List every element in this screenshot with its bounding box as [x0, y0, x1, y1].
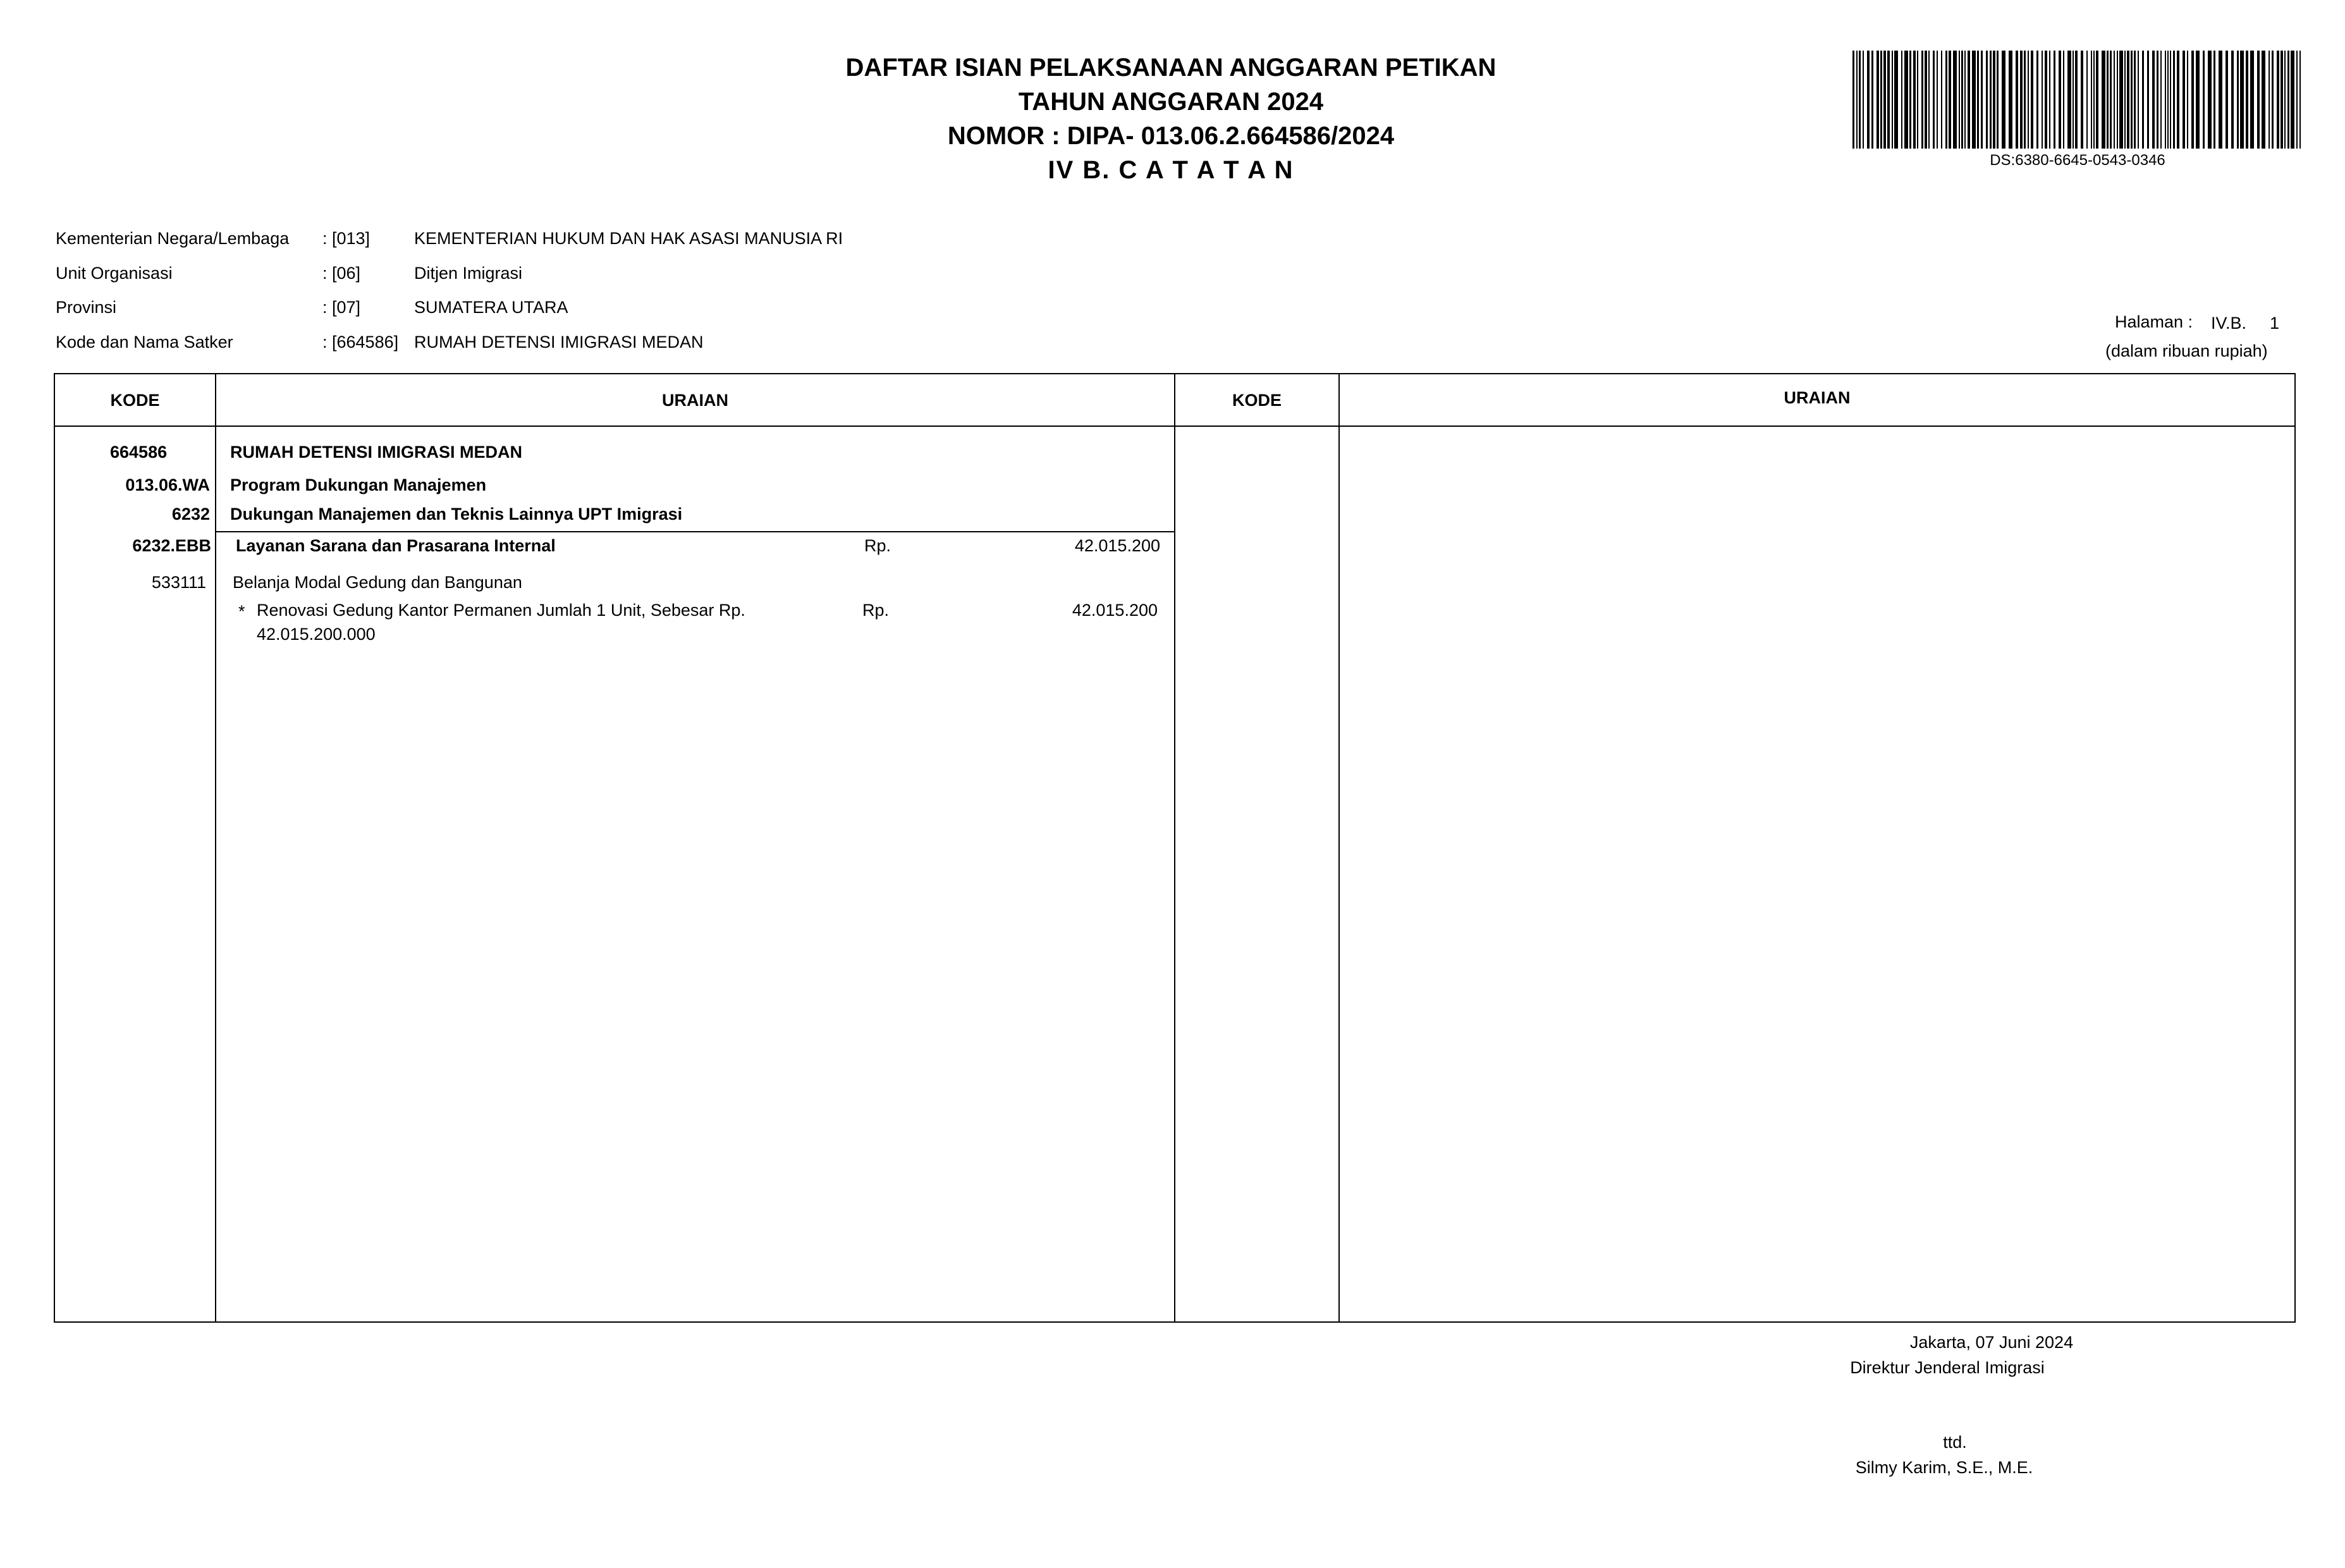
title-line-2: TAHUN ANGGARAN 2024: [1018, 88, 1324, 116]
signature-name: Silmy Karim, S.E., M.E.: [1855, 1458, 2033, 1477]
row-uraian-output: Layanan Sarana dan Prasarana Internal: [236, 536, 556, 555]
info-code-kementerian: : [013]: [322, 229, 370, 248]
info-label-kementerian: Kementerian Negara/Lembaga: [56, 229, 290, 248]
info-value-satker: RUMAH DETENSI IMIGRASI MEDAN: [414, 333, 704, 352]
barcode-label: DS:6380-6645-0543-0346: [1990, 152, 2165, 169]
row-kode-output: 6232.EBB: [132, 536, 211, 555]
row-currency-output: Rp.: [864, 536, 891, 555]
row-uraian-kegiatan: Dukungan Manajemen dan Teknis Lainnya UPT Imigrasi: [230, 505, 683, 524]
header-uraian-right: URAIAN: [1784, 388, 1851, 407]
row-uraian-satker: RUMAH DETENSI IMIGRASI MEDAN: [230, 443, 523, 462]
barcode-gap: [2301, 51, 2303, 149]
page-label: Halaman :: [2115, 312, 2193, 331]
row-kode-kegiatan: 6232: [171, 505, 210, 524]
header-uraian-left: URAIAN: [662, 391, 728, 410]
page-section: IV.B.: [2211, 314, 2247, 333]
row-uraian-program: Program Dukungan Manajemen: [230, 475, 487, 494]
row-bullet-detail: *: [238, 602, 245, 621]
signature-position: Direktur Jenderal Imigrasi: [1850, 1358, 2045, 1377]
row-currency-detail: Rp.: [862, 601, 890, 620]
info-value-provinsi: SUMATERA UTARA: [414, 298, 568, 317]
header-kode-left: KODE: [110, 391, 160, 410]
signature-place-date: Jakarta, 07 Juni 2024: [1909, 1333, 2074, 1352]
info-label-satker: Kode dan Nama Satker: [56, 333, 233, 352]
row-uraian-detail-cont: 42.015.200.000: [257, 625, 376, 644]
info-label-unit: Unit Organisasi: [56, 264, 173, 283]
info-code-satker: : [664586]: [322, 333, 399, 352]
row-kode-akun: 533111: [151, 573, 206, 592]
row-kode-satker: 664586: [110, 443, 168, 462]
page-number: 1: [2270, 314, 2280, 333]
row-amount-detail: 42.015.200: [1072, 601, 1158, 620]
info-value-unit: Ditjen Imigrasi: [414, 264, 523, 283]
row-kode-program: 013.06.WA: [125, 475, 210, 494]
barcode-image: [1852, 51, 2303, 149]
info-value-kementerian: KEMENTERIAN HUKUM DAN HAK ASASI MANUSIA RI: [414, 229, 843, 248]
row-uraian-detail: Renovasi Gedung Kantor Permanen Jumlah 1 Unit, Sebesar Rp.: [257, 601, 745, 620]
info-code-provinsi: : [07]: [322, 298, 361, 317]
title-line-1: DAFTAR ISIAN PELAKSANAAN ANGGARAN PETIKAN: [845, 54, 1497, 82]
title-line-4: IV B. C A T A T A N: [1048, 156, 1294, 184]
info-code-unit: : [06]: [322, 264, 361, 283]
row-uraian-akun: Belanja Modal Gedung dan Bangunan: [233, 573, 522, 592]
title-line-3: NOMOR : DIPA- 013.06.2.664586/2024: [947, 122, 1395, 150]
info-label-provinsi: Provinsi: [56, 298, 117, 317]
signature-mark: ttd.: [1943, 1433, 1967, 1452]
header-kode-right: KODE: [1232, 391, 1282, 410]
unit-note: (dalam ribuan rupiah): [2105, 341, 2268, 360]
row-amount-output: 42.015.200: [1074, 536, 1160, 555]
